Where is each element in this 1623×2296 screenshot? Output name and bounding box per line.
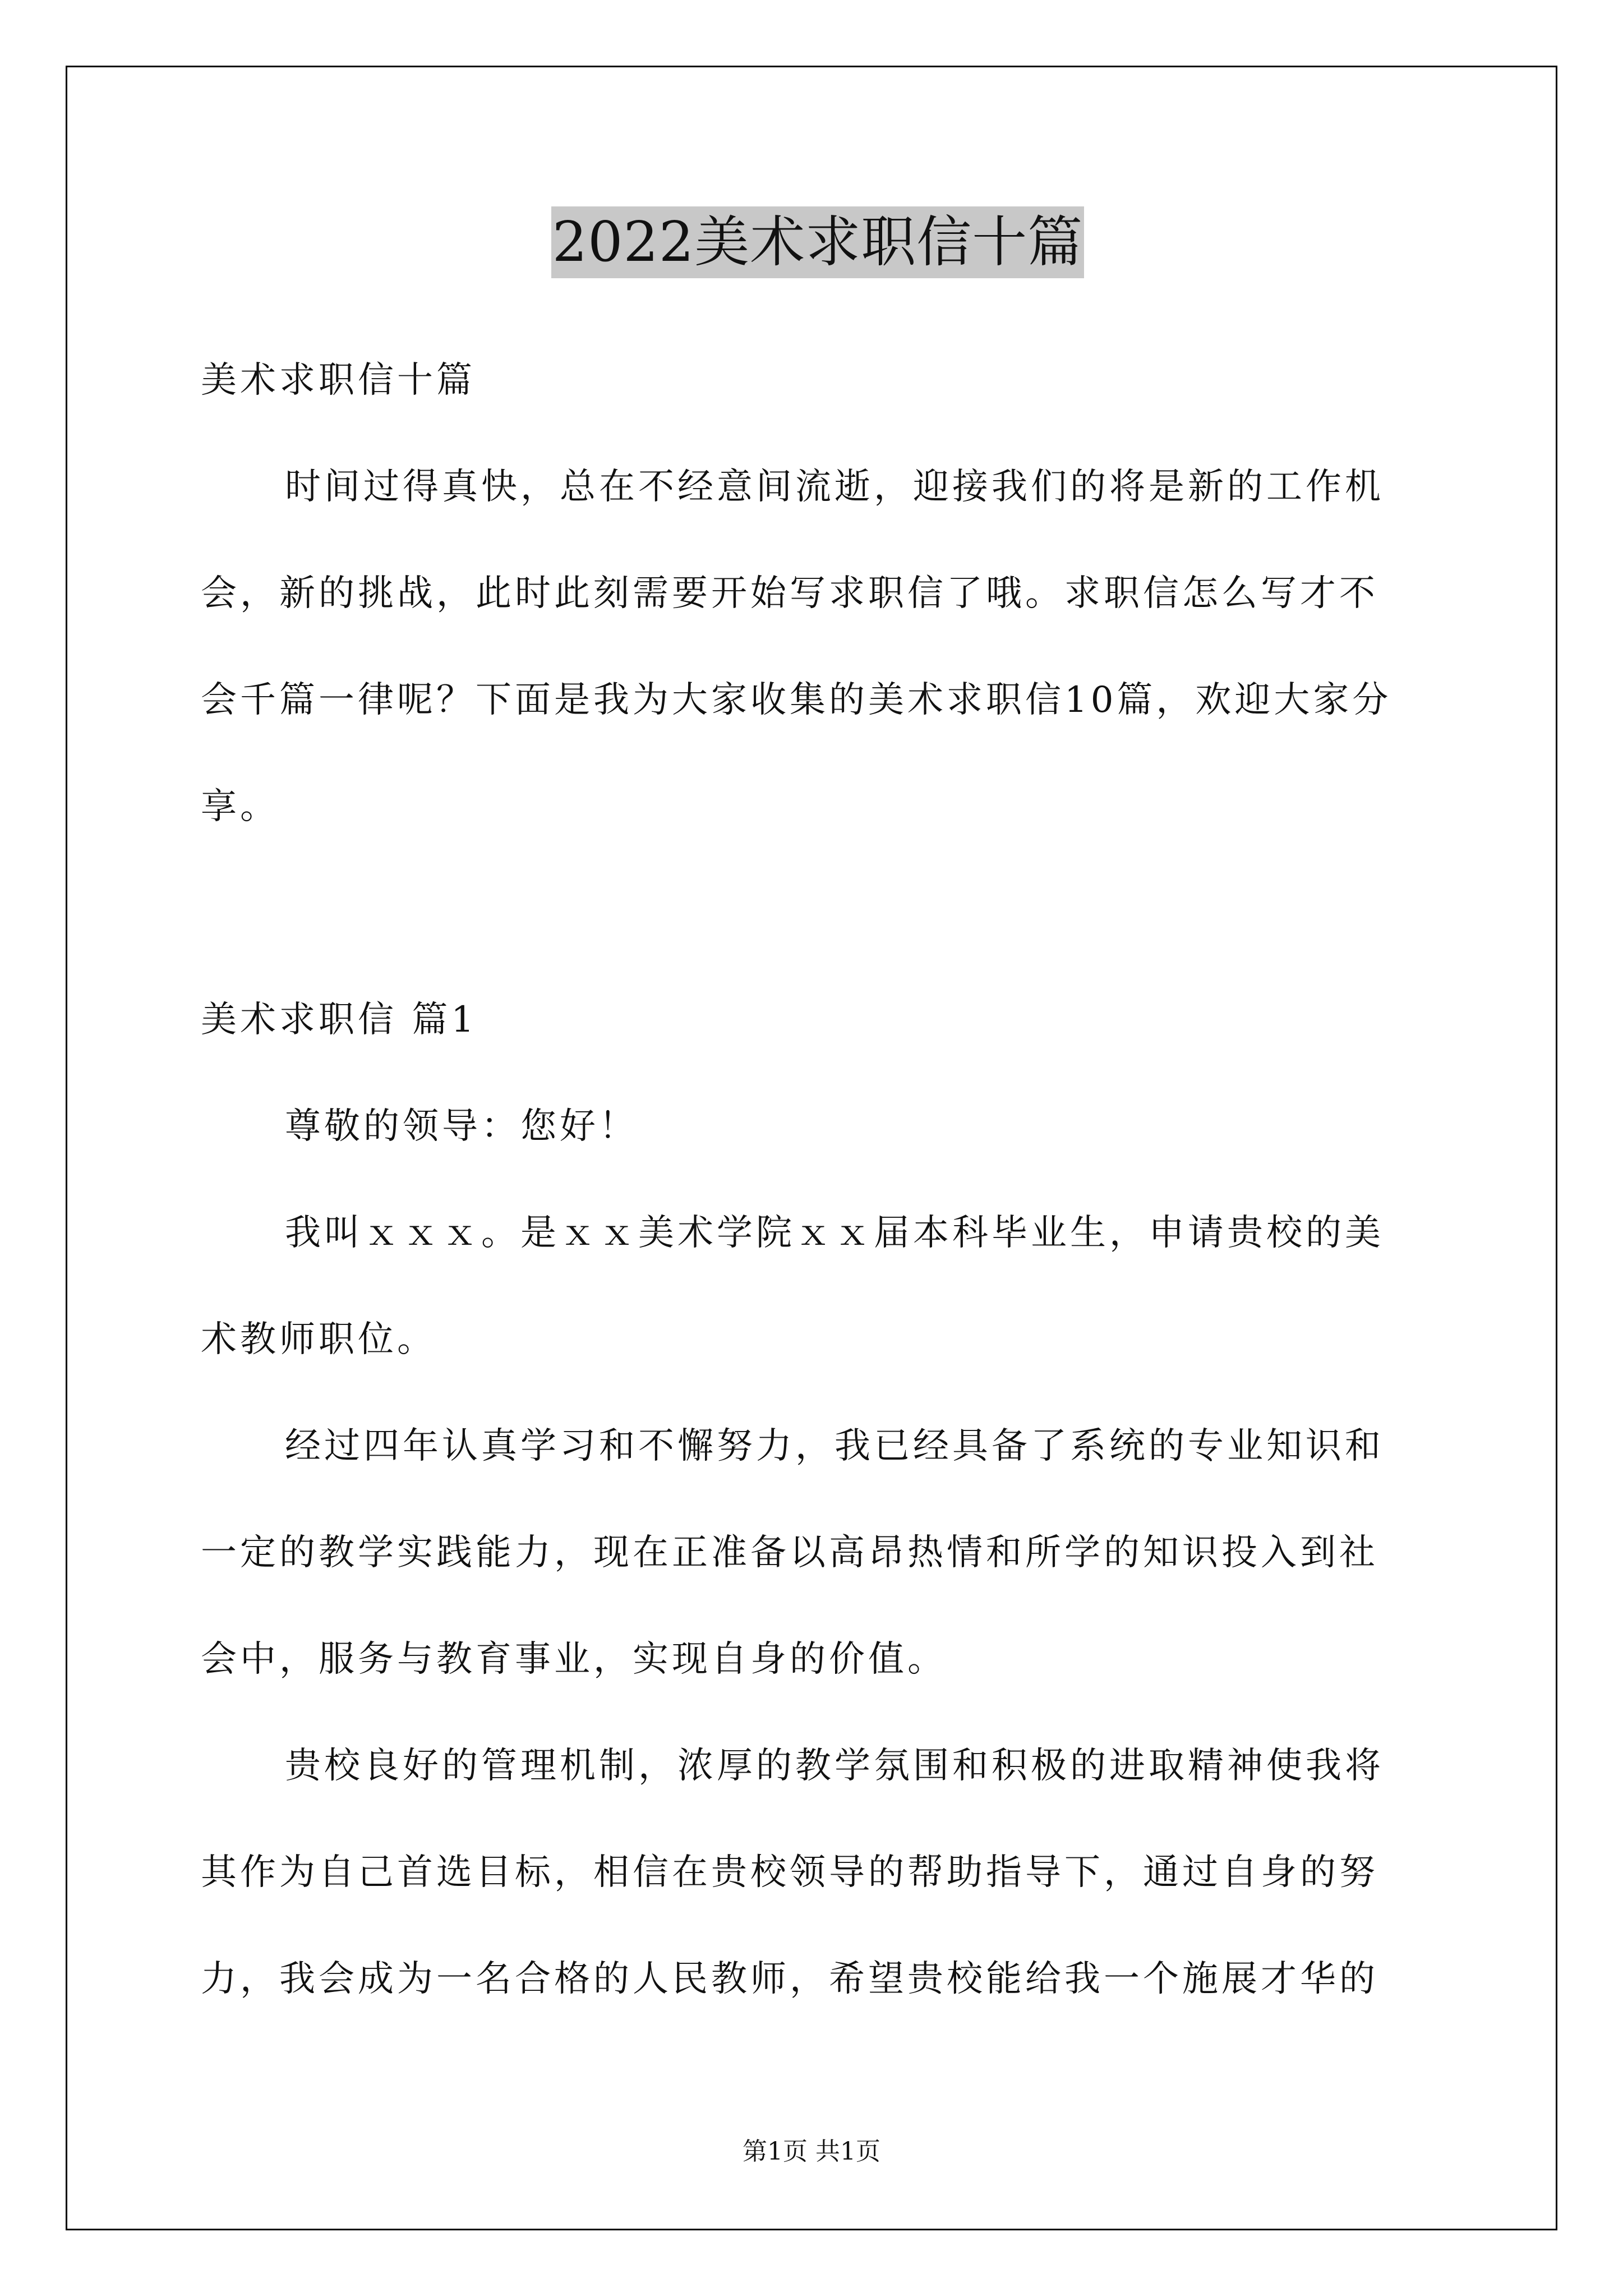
body-line: 贵校良好的管理机制，浓厚的教学氛围和积极的进取精神使我将 xyxy=(285,1745,1384,1787)
greeting: 尊敬的领导：您好！ xyxy=(285,1106,638,1147)
document-title: 2022美术求职信十篇 xyxy=(551,206,1084,278)
document-subtitle: 美术求职信十篇 xyxy=(201,360,476,401)
body-line: 其作为自己首选目标，相信在贵校领导的帮助指导下，通过自身的努 xyxy=(201,1852,1378,1893)
intro-line: 会千篇一律呢？下面是我为大家收集的美术求职信10篇，欢迎大家分 xyxy=(201,679,1392,721)
intro-line: 时间过得真快，总在不经意间流逝，迎接我们的将是新的工作机 xyxy=(285,466,1384,508)
page-footer: 第1页 共1页 xyxy=(743,2137,880,2166)
body-line: 术教师职位。 xyxy=(201,1319,436,1360)
section-heading: 美术求职信 篇1 xyxy=(201,999,478,1041)
body-line: 力，我会成为一名合格的人民教师，希望贵校能给我一个施展才华的 xyxy=(201,1958,1378,2000)
intro-line: 享。 xyxy=(201,786,279,827)
intro-line: 会，新的挑战，此时此刻需要开始写求职信了哦。求职信怎么写才不 xyxy=(201,573,1378,614)
body-line: 经过四年认真学习和不懈努力，我已经具备了系统的专业知识和 xyxy=(285,1425,1384,1467)
body-line: 我叫ｘｘｘ。是ｘｘ美术学院ｘｘ届本科毕业生，申请贵校的美 xyxy=(285,1212,1384,1254)
title-wrap xyxy=(201,206,1435,278)
body-line: 一定的教学实践能力，现在正准备以高昂热情和所学的知识投入到社 xyxy=(201,1532,1378,1573)
body-line: 会中，服务与教育事业，实现自身的价值。 xyxy=(201,1639,947,1680)
